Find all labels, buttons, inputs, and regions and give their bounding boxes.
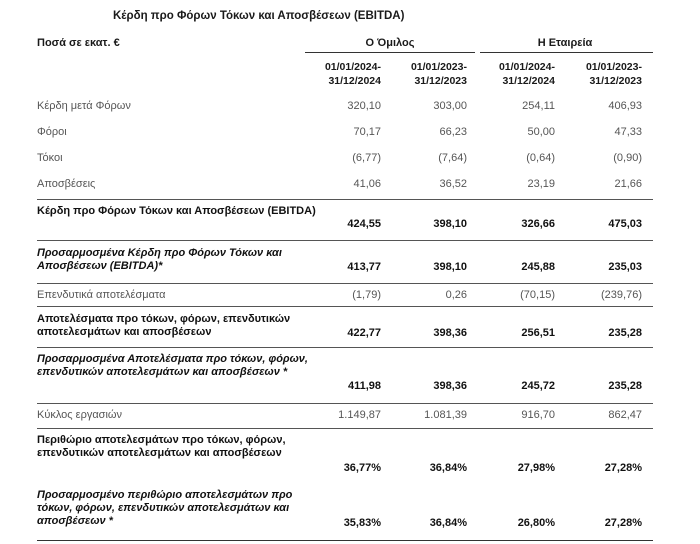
cell-value: 398,36 bbox=[433, 380, 467, 392]
row-label: Αποσβέσεις bbox=[37, 178, 96, 190]
period-end: 31/12/2024 bbox=[502, 75, 555, 87]
cell-value: 475,03 bbox=[608, 218, 642, 230]
table-row bbox=[37, 199, 653, 240]
cell-value: 398,10 bbox=[433, 218, 467, 230]
group-underline-company bbox=[480, 52, 653, 53]
row-label: Κέρδη προ Φόρων Τόκων και Αποσβέσεων (EBITDA) bbox=[37, 205, 316, 217]
unit-label: Ποσά σε εκατ. € bbox=[37, 37, 120, 49]
cell-value: 21,66 bbox=[614, 178, 642, 190]
cell-value: 862,47 bbox=[608, 409, 642, 421]
row-label: Προσαρμοσμένο περιθώριο αποτελεσμάτων προ τόκων, φόρων, επενδυτικών αποτελεσμάτων και αποσβέσεων * bbox=[37, 489, 293, 527]
row-label: Επενδυτικά αποτελέσματα bbox=[37, 289, 166, 301]
cell-value: 41,06 bbox=[353, 178, 381, 190]
page-title: Κέρδη προ Φόρων Τόκων και Αποσβέσεων (EBITDA) bbox=[113, 10, 405, 22]
cell-value: 66,23 bbox=[439, 126, 467, 138]
period-end: 31/12/2023 bbox=[414, 75, 467, 87]
row-label: Τόκοι bbox=[37, 152, 63, 164]
cell-value: 235,28 bbox=[608, 327, 642, 339]
cell-value: 422,77 bbox=[347, 327, 381, 339]
cell-value: 245,88 bbox=[521, 261, 555, 273]
cell-value: 254,11 bbox=[522, 100, 555, 112]
cell-value: 424,55 bbox=[347, 218, 381, 230]
cell-value: 320,10 bbox=[347, 100, 381, 112]
cell-value: 256,51 bbox=[521, 327, 555, 339]
cell-value: 27,28% bbox=[604, 462, 642, 474]
cell-value: 26,80% bbox=[517, 517, 555, 529]
cell-value: (6,77) bbox=[352, 152, 381, 164]
row-label: Αποτελέσματα προ τόκων, φόρων, επενδυτικών αποτελεσμάτων και αποσβέσεων bbox=[37, 313, 291, 338]
cell-value: 235,28 bbox=[608, 380, 642, 392]
group-header-company: Η Εταιρεία bbox=[537, 37, 593, 49]
cell-value: 0,26 bbox=[445, 289, 467, 301]
table-row bbox=[37, 240, 653, 282]
cell-value: 36,84% bbox=[429, 462, 467, 474]
table-row bbox=[37, 306, 653, 347]
cell-value: (239,76) bbox=[601, 289, 642, 301]
period-header-3 bbox=[465, 60, 555, 88]
cell-value: 27,98% bbox=[517, 462, 555, 474]
table-row bbox=[37, 428, 653, 483]
period-end: 31/12/2024 bbox=[328, 75, 381, 87]
cell-value: 47,33 bbox=[614, 126, 642, 138]
table-bottom-border bbox=[37, 540, 653, 541]
row-label: Κέρδη μετά Φόρων bbox=[37, 100, 131, 112]
cell-value: (7,64) bbox=[438, 152, 467, 164]
cell-value: 35,83% bbox=[343, 517, 381, 529]
table-row bbox=[37, 152, 653, 176]
row-label: Προσαρμοσμένα Αποτελέσματα προ τόκων, φόρων, επενδυτικών αποτελεσμάτων και αποσβέσεων * bbox=[37, 353, 308, 378]
cell-value: (0,90) bbox=[613, 152, 642, 164]
cell-value: 27,28% bbox=[604, 517, 642, 529]
cell-value: 1.081,39 bbox=[424, 409, 467, 421]
row-label: Κύκλος εργασιών bbox=[37, 409, 123, 421]
cell-value: (1,79) bbox=[352, 289, 381, 301]
table-row bbox=[37, 126, 653, 150]
cell-value: 413,77 bbox=[347, 261, 381, 273]
table-row bbox=[37, 283, 653, 306]
row-label: Περιθώριο αποτελεσμάτων προ τόκων, φόρων, επενδυτικών αποτελεσμάτων και αποσβέσεων bbox=[37, 434, 286, 459]
cell-value: 23,19 bbox=[527, 178, 555, 190]
cell-value: 406,93 bbox=[608, 100, 642, 112]
table-row bbox=[37, 347, 653, 402]
period-header-2 bbox=[377, 60, 467, 88]
table-row bbox=[37, 484, 653, 538]
period-header-1 bbox=[291, 60, 381, 88]
row-label: Φόροι bbox=[37, 126, 67, 138]
period-start: 01/01/2023- bbox=[410, 61, 467, 73]
cell-value: 50,00 bbox=[527, 126, 555, 138]
cell-value: 398,10 bbox=[433, 261, 467, 273]
group-header-group: Ο Όμιλος bbox=[365, 37, 415, 49]
cell-value: (70,15) bbox=[520, 289, 555, 301]
cell-value: 398,36 bbox=[433, 327, 467, 339]
period-start: 01/01/2023- bbox=[585, 61, 642, 73]
cell-value: 36,77% bbox=[343, 462, 381, 474]
period-start: 01/01/2024- bbox=[324, 61, 381, 73]
period-start: 01/01/2024- bbox=[498, 61, 555, 73]
cell-value: 303,00 bbox=[433, 100, 467, 112]
cell-value: (0,64) bbox=[526, 152, 555, 164]
table-row bbox=[37, 100, 653, 124]
cell-value: 70,17 bbox=[353, 126, 381, 138]
cell-value: 916,70 bbox=[521, 409, 555, 421]
cell-value: 36,84% bbox=[429, 517, 467, 529]
group-underline-group bbox=[305, 52, 475, 53]
cell-value: 245,72 bbox=[521, 380, 555, 392]
cell-value: 411,98 bbox=[347, 380, 381, 392]
period-header-4 bbox=[552, 60, 642, 88]
cell-value: 326,66 bbox=[521, 218, 555, 230]
row-label: Προσαρμοσμένα Κέρδη προ Φόρων Τόκων και Αποσβέσεων (EBITDA)* bbox=[37, 247, 282, 272]
cell-value: 36,52 bbox=[439, 178, 467, 190]
table-row bbox=[37, 403, 653, 428]
cell-value: 1.149,87 bbox=[338, 409, 381, 421]
cell-value: 235,03 bbox=[608, 261, 642, 273]
period-end: 31/12/2023 bbox=[589, 75, 642, 87]
